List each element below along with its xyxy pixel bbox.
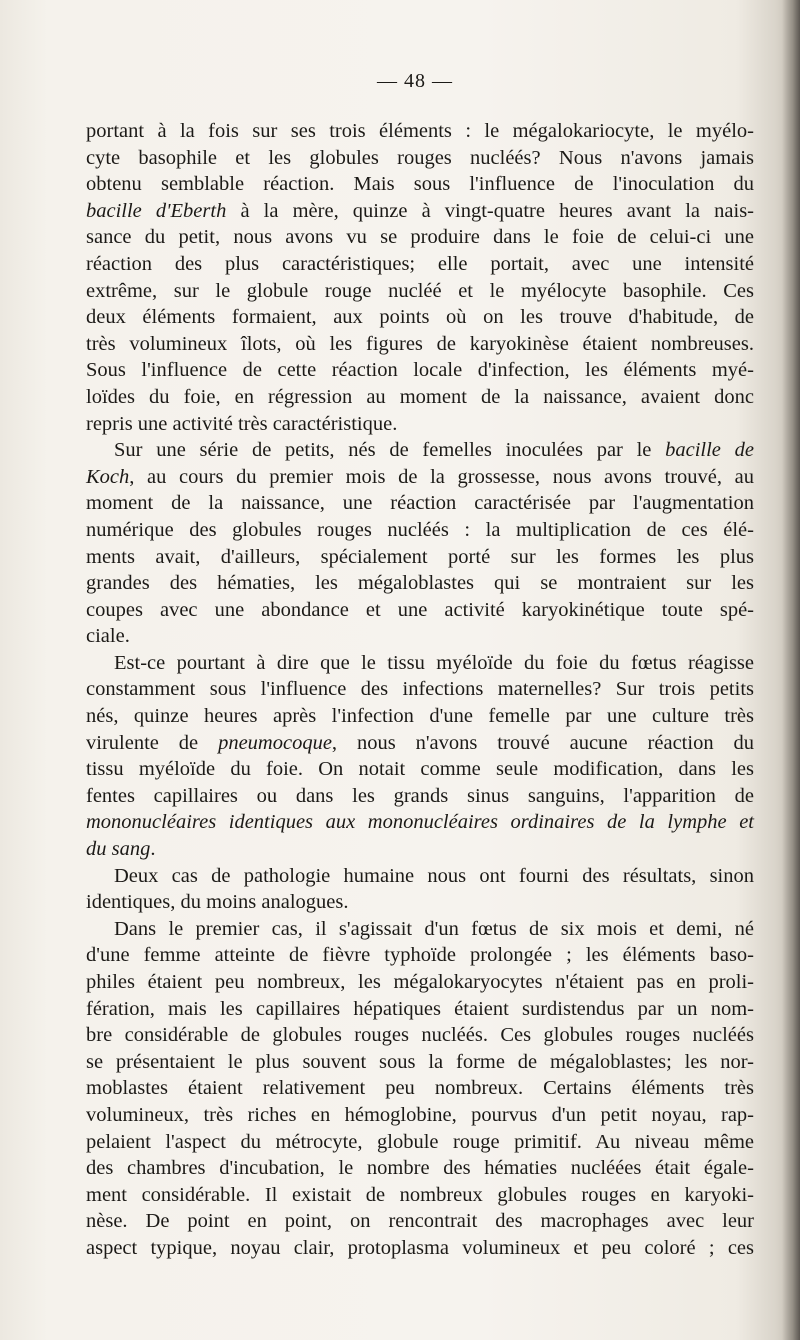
- text-segment: fération, mais les capillaires hépatiques étaient surdistendus par un nom-: [86, 997, 754, 1020]
- text-line: [86, 1049, 754, 1076]
- text-segment: volumineux, très riches en hémoglobine, pourvus d'un petit noyau, rap-: [86, 1103, 754, 1126]
- text-line: [86, 464, 754, 491]
- text-segment: constamment sous l'influence des infections maternelles? Sur trois petits: [86, 678, 754, 701]
- text-line: [86, 118, 754, 145]
- text-line: [86, 1129, 754, 1156]
- text-line: [86, 517, 754, 544]
- text-line: [86, 251, 754, 278]
- text-segment: coupes avec une abondance et une activité karyokinétique toute spé-: [86, 598, 754, 621]
- text-line: [86, 889, 754, 916]
- text-segment: nés, quinze heures après l'infection d'une femelle par une culture très: [86, 705, 754, 728]
- text-segment: moment de la naissance, une réaction caractérisée par l'augmentation: [86, 492, 754, 515]
- text-line: [86, 570, 754, 597]
- text-line: [86, 224, 754, 251]
- text-segment: se présentaient le plus souvent sous la forme de mégaloblastes; les nor-: [86, 1050, 754, 1073]
- text-segment: extrême, sur le globule rouge nucléé et le myélocyte basophile. Ces: [86, 279, 754, 302]
- body-text: [86, 118, 754, 1262]
- text-line: [86, 1155, 754, 1182]
- text-line: [86, 357, 754, 384]
- text-segment: identiques, du moins analogues.: [86, 891, 349, 914]
- text-segment: à la mère, quinze à vingt-quatre heures avant la nais-: [226, 199, 754, 222]
- text-line: [86, 650, 754, 677]
- text-segment: virulente de: [86, 731, 219, 754]
- text-segment: Sous l'influence de cette réaction locale d'infection, les éléments myé-: [86, 359, 754, 382]
- text-segment: deux éléments formaient, aux points où on les trouve d'habitude, de: [86, 306, 754, 329]
- text-line: [86, 942, 754, 969]
- text-segment: , au cours du premier mois de la grossesse, nous avons trouvé, au: [129, 465, 754, 488]
- text-segment: nèse. De point en point, on rencontrait des macrophages avec leur: [86, 1210, 754, 1233]
- text-line: [86, 1075, 754, 1102]
- text-segment: Dans le premier cas, il s'agissait d'un fœtus de six mois et demi, né: [114, 917, 754, 940]
- text-line: [86, 198, 754, 225]
- text-line: [86, 996, 754, 1023]
- text-segment: des chambres d'incubation, le nombre des hématies nucléées était égale-: [86, 1157, 754, 1180]
- text-line: [86, 437, 754, 464]
- text-line: [86, 836, 754, 863]
- text-line: [86, 1182, 754, 1209]
- text-segment: ments avait, d'ailleurs, spécialement porté sur les formes les plus: [86, 545, 754, 568]
- text-line: [86, 916, 754, 943]
- text-segment: moblastes étaient relativement peu nombreux. Certains éléments très: [86, 1077, 754, 1100]
- text-segment: .: [150, 838, 156, 861]
- text-line: [86, 1022, 754, 1049]
- text-segment: très volumineux îlots, où les figures de karyokinèse étaient nombreuses.: [86, 332, 754, 355]
- text-line: [86, 783, 754, 810]
- text-line: [86, 676, 754, 703]
- text-segment: Sur une série de petits, nés de femelles inoculées par le: [114, 439, 666, 462]
- text-line: [86, 863, 754, 890]
- text-segment: grandes des hématies, les mégaloblastes qui se montraient sur les: [86, 572, 754, 595]
- text-line: [86, 331, 754, 358]
- text-segment: philes étaient peu nombreux, les mégalokaryocytes n'étaient pas en proli-: [86, 971, 754, 993]
- text-line: [86, 597, 754, 624]
- text-line: [86, 809, 754, 836]
- text-segment: pelaient l'aspect du métrocyte, globule rouge primitif. Au niveau même: [86, 1130, 754, 1153]
- text-line: [86, 145, 754, 172]
- italic-text-segment: bacille de: [665, 439, 754, 462]
- text-line: [86, 411, 754, 438]
- text-segment: , nous n'avons trouvé aucune réaction du: [331, 731, 754, 754]
- text-line: [86, 703, 754, 730]
- text-segment: réaction des plus caractéristiques; elle portait, avec une intensité: [86, 252, 754, 275]
- text-line: [86, 490, 754, 517]
- text-line: [86, 623, 754, 650]
- italic-text-segment: pneumocoque: [218, 731, 332, 754]
- italic-text-segment: du sang: [86, 838, 151, 861]
- text-segment: ciale.: [86, 625, 130, 648]
- page-gutter-shadow: [782, 0, 800, 1340]
- text-line: [86, 171, 754, 198]
- text-segment: ment considérable. Il existait de nombreux globules rouges en karyoki-: [86, 1183, 754, 1206]
- italic-text-segment: Koch: [86, 465, 130, 488]
- text-line: [86, 544, 754, 571]
- text-segment: obtenu semblable réaction. Mais sous l'influence de l'inoculation du: [86, 173, 754, 196]
- page-number: — 48 —: [377, 70, 453, 92]
- italic-text-segment: mononucléaires identiques aux mononucléaires ordinaires de la lymphe et: [86, 811, 754, 834]
- text-segment: repris une activité très caractéristique.: [86, 412, 398, 435]
- text-line: [86, 1235, 754, 1262]
- text-line: [86, 278, 754, 305]
- text-segment: loïdes du foie, en régression au moment de la naissance, avaient donc: [86, 385, 754, 408]
- text-segment: fentes capillaires ou dans les grands sinus sanguins, l'apparition de: [86, 784, 754, 807]
- text-line: [86, 756, 754, 783]
- text-segment: aspect typique, noyau clair, protoplasma volumineux et peu coloré ; ces: [86, 1236, 754, 1259]
- text-line: [86, 1102, 754, 1129]
- text-line: [86, 304, 754, 331]
- text-line: [86, 1208, 754, 1235]
- text-segment: sance du petit, nous avons vu se produire dans le foie de celui-ci une: [86, 226, 754, 249]
- text-segment: numérique des globules rouges nucléés : la multiplication de ces élé-: [86, 518, 754, 541]
- text-segment: bre considérable de globules rouges nucléés. Ces globules rouges nucléés: [86, 1024, 754, 1047]
- text-segment: tissu myéloïde du foie. On notait comme seule modification, dans les: [86, 758, 754, 781]
- text-line: [86, 730, 754, 757]
- text-segment: portant à la fois sur ses trois éléments : le mégalokariocyte, le myélo-: [86, 120, 754, 142]
- italic-text-segment: bacille d'Eberth: [86, 199, 227, 222]
- text-line: [86, 969, 754, 996]
- text-segment: Est-ce pourtant à dire que le tissu myéloïde du foie du fœtus réagisse: [114, 651, 754, 674]
- text-segment: cyte basophile et les globules rouges nucléés? Nous n'avons jamais: [86, 146, 754, 169]
- text-line: [86, 384, 754, 411]
- text-segment: d'une femme atteinte de fièvre typhoïde prolongée ; les éléments baso-: [86, 944, 754, 967]
- text-segment: Deux cas de pathologie humaine nous ont fourni des résultats, sinon: [114, 864, 754, 887]
